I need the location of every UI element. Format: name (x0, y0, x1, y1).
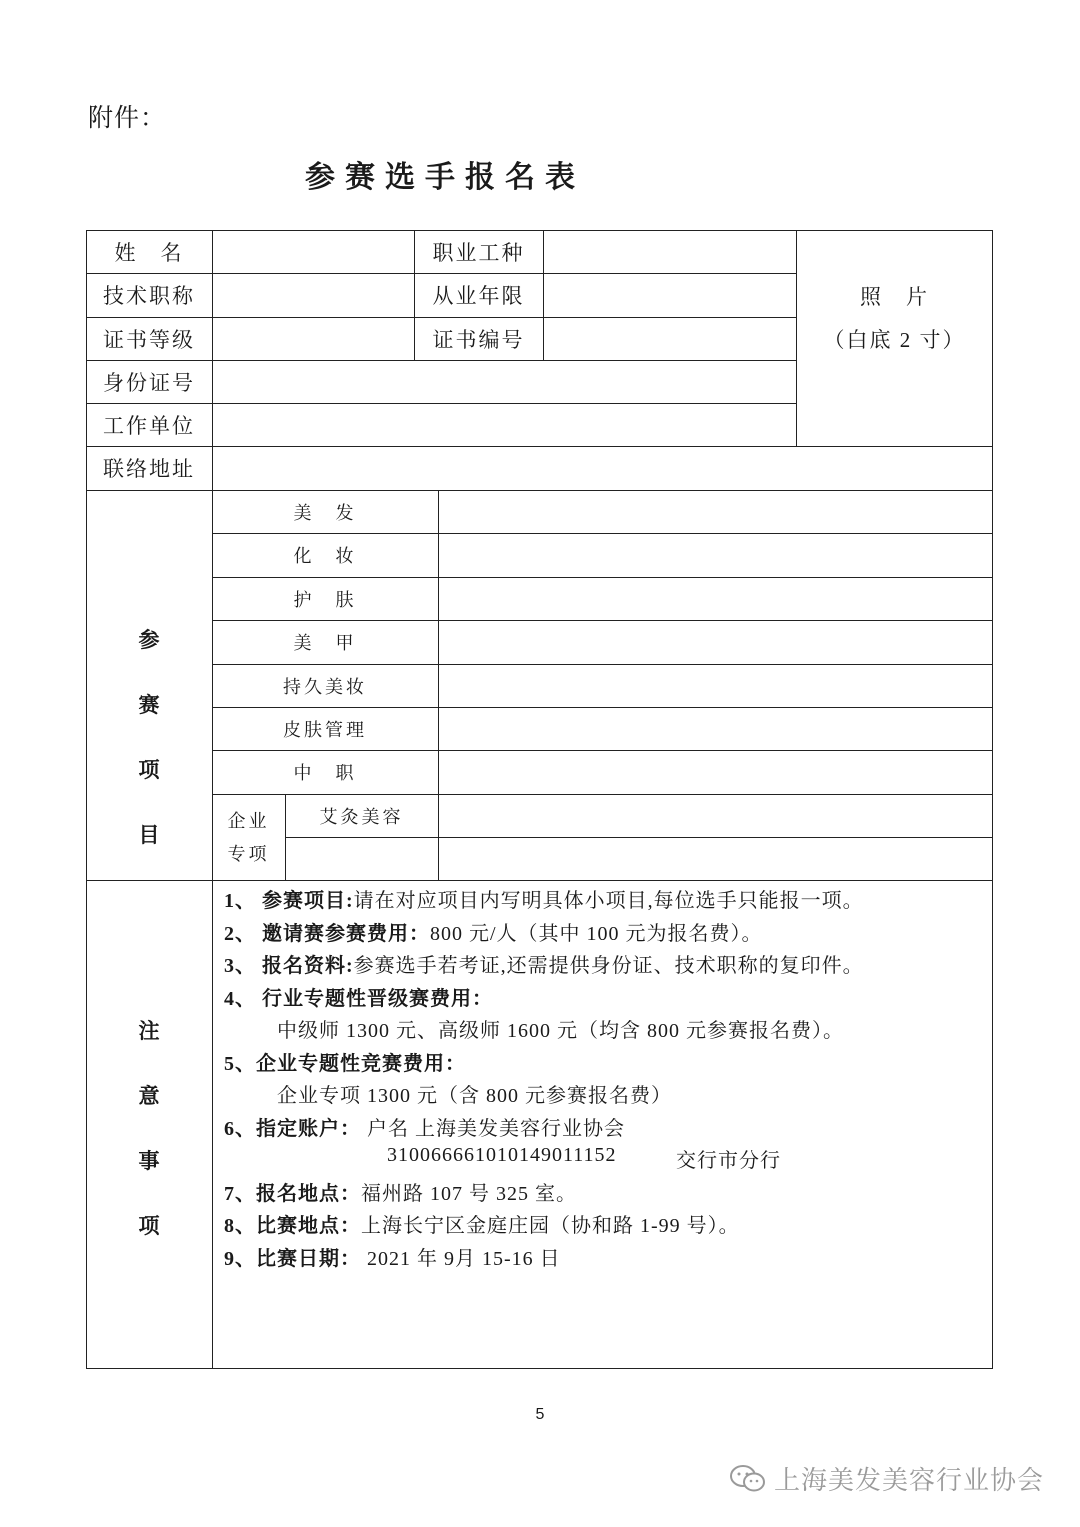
item-hairdressing-field[interactable] (438, 490, 993, 533)
notes-section-char: 事 (138, 1149, 160, 1173)
page-number: 5 (535, 1406, 545, 1423)
item-skincare-field[interactable] (438, 577, 993, 620)
employer-label: 工作单位 (103, 413, 195, 438)
item-nails-field[interactable] (438, 620, 993, 664)
note-line: 1、 参赛项目:请在对应项目内写明具体小项目,每位选手只能报一项。 (224, 890, 864, 912)
photo-size-note: （白底 2 寸） (823, 327, 966, 352)
enterprise-label: 专项 (227, 844, 270, 864)
item-vocational-field[interactable] (438, 750, 993, 794)
cert-level-field[interactable] (212, 317, 414, 360)
item-moxibustion-field[interactable] (438, 794, 993, 837)
note-line: 企业专项 1300 元（含 800 元参赛报名费） (277, 1085, 672, 1107)
note-line: 3、 报名资料:参赛选手若考证,还需提供身份证、技术职称的复印件。 (224, 955, 864, 977)
watermark (728, 1460, 1044, 1497)
items-section-char: 赛 (138, 693, 160, 717)
enterprise-blank-field[interactable] (438, 837, 993, 880)
item-permanent-makeup-field[interactable] (438, 664, 993, 707)
watermark-text: 上海美发美容行业协会 (774, 1466, 1045, 1495)
item-makeup: 化 妆 (293, 546, 357, 566)
item-skin-management-field[interactable] (438, 707, 993, 750)
form-title: 参赛选手报名表 (305, 161, 585, 194)
item-skincare: 护 肤 (293, 589, 357, 610)
item-hairdressing: 美 发 (293, 502, 357, 523)
items-section-char: 项 (138, 758, 160, 782)
items-section-char: 目 (138, 823, 160, 847)
tech-title-label: 技术职称 (103, 284, 195, 308)
note-line: 6、指定账户： 户名 上海美发美容行业协会 (224, 1118, 625, 1140)
notes-section-char: 意 (138, 1084, 160, 1108)
id-label: 身份证号 (103, 370, 195, 395)
tech-title-field[interactable] (212, 273, 414, 317)
item-permanent-makeup: 持久美妆 (283, 676, 367, 697)
employer-field[interactable] (212, 403, 796, 446)
bank-branch: 交行市分行 (676, 1150, 781, 1172)
enterprise-label: 企业 (227, 811, 270, 831)
id-field[interactable] (212, 360, 796, 403)
attachment-label: 附件： (88, 105, 167, 132)
items-section-char: 参 (138, 628, 160, 652)
note-line: 8、比赛地点：上海长宁区金庭庄园（协和路 1-99 号）。 (224, 1215, 740, 1237)
cert-level-label: 证书等级 (103, 327, 195, 352)
address-label: 联络地址 (103, 457, 195, 481)
note-line: 9、比赛日期： 2021 年 9月 15-16 日 (224, 1248, 561, 1270)
item-nails: 美 甲 (293, 633, 357, 653)
address-field[interactable] (212, 446, 993, 490)
years-label: 从业年限 (432, 284, 525, 308)
years-field[interactable] (543, 273, 796, 317)
note-line: 中级师 1300 元、高级师 1600 元（均含 800 元参赛报名费）。 (277, 1020, 844, 1042)
occupation-field[interactable] (543, 230, 796, 273)
item-makeup-field[interactable] (438, 533, 993, 577)
notes-section-char: 项 (138, 1214, 160, 1238)
name-label: 姓 名 (114, 240, 184, 265)
wechat-icon (728, 1463, 768, 1495)
note-line: 2、 邀请赛参赛费用：800 元/人（其中 100 元为报名费）。 (224, 923, 763, 945)
name-field[interactable] (212, 230, 414, 273)
cert-no-label: 证书编号 (432, 327, 525, 352)
note-line: 4、 行业专题性晋级赛费用： (224, 988, 493, 1010)
photo-label: 照 片 (860, 284, 929, 309)
enterprise-blank-item[interactable] (285, 837, 438, 880)
item-moxibustion: 艾灸美容 (319, 806, 404, 827)
rule (86, 880, 993, 881)
occupation-label: 职业工种 (432, 240, 525, 265)
bank-account-number: 310066661010149011152 (387, 1144, 617, 1166)
item-skin-management: 皮肤管理 (283, 719, 367, 740)
note-line: 7、报名地点：福州路 107 号 325 室。 (224, 1183, 577, 1205)
note-line: 5、企业专题性竞赛费用： (224, 1053, 466, 1075)
cert-no-field[interactable] (543, 317, 796, 360)
item-vocational: 中 职 (293, 763, 357, 783)
notes-section-char: 注 (138, 1019, 160, 1043)
